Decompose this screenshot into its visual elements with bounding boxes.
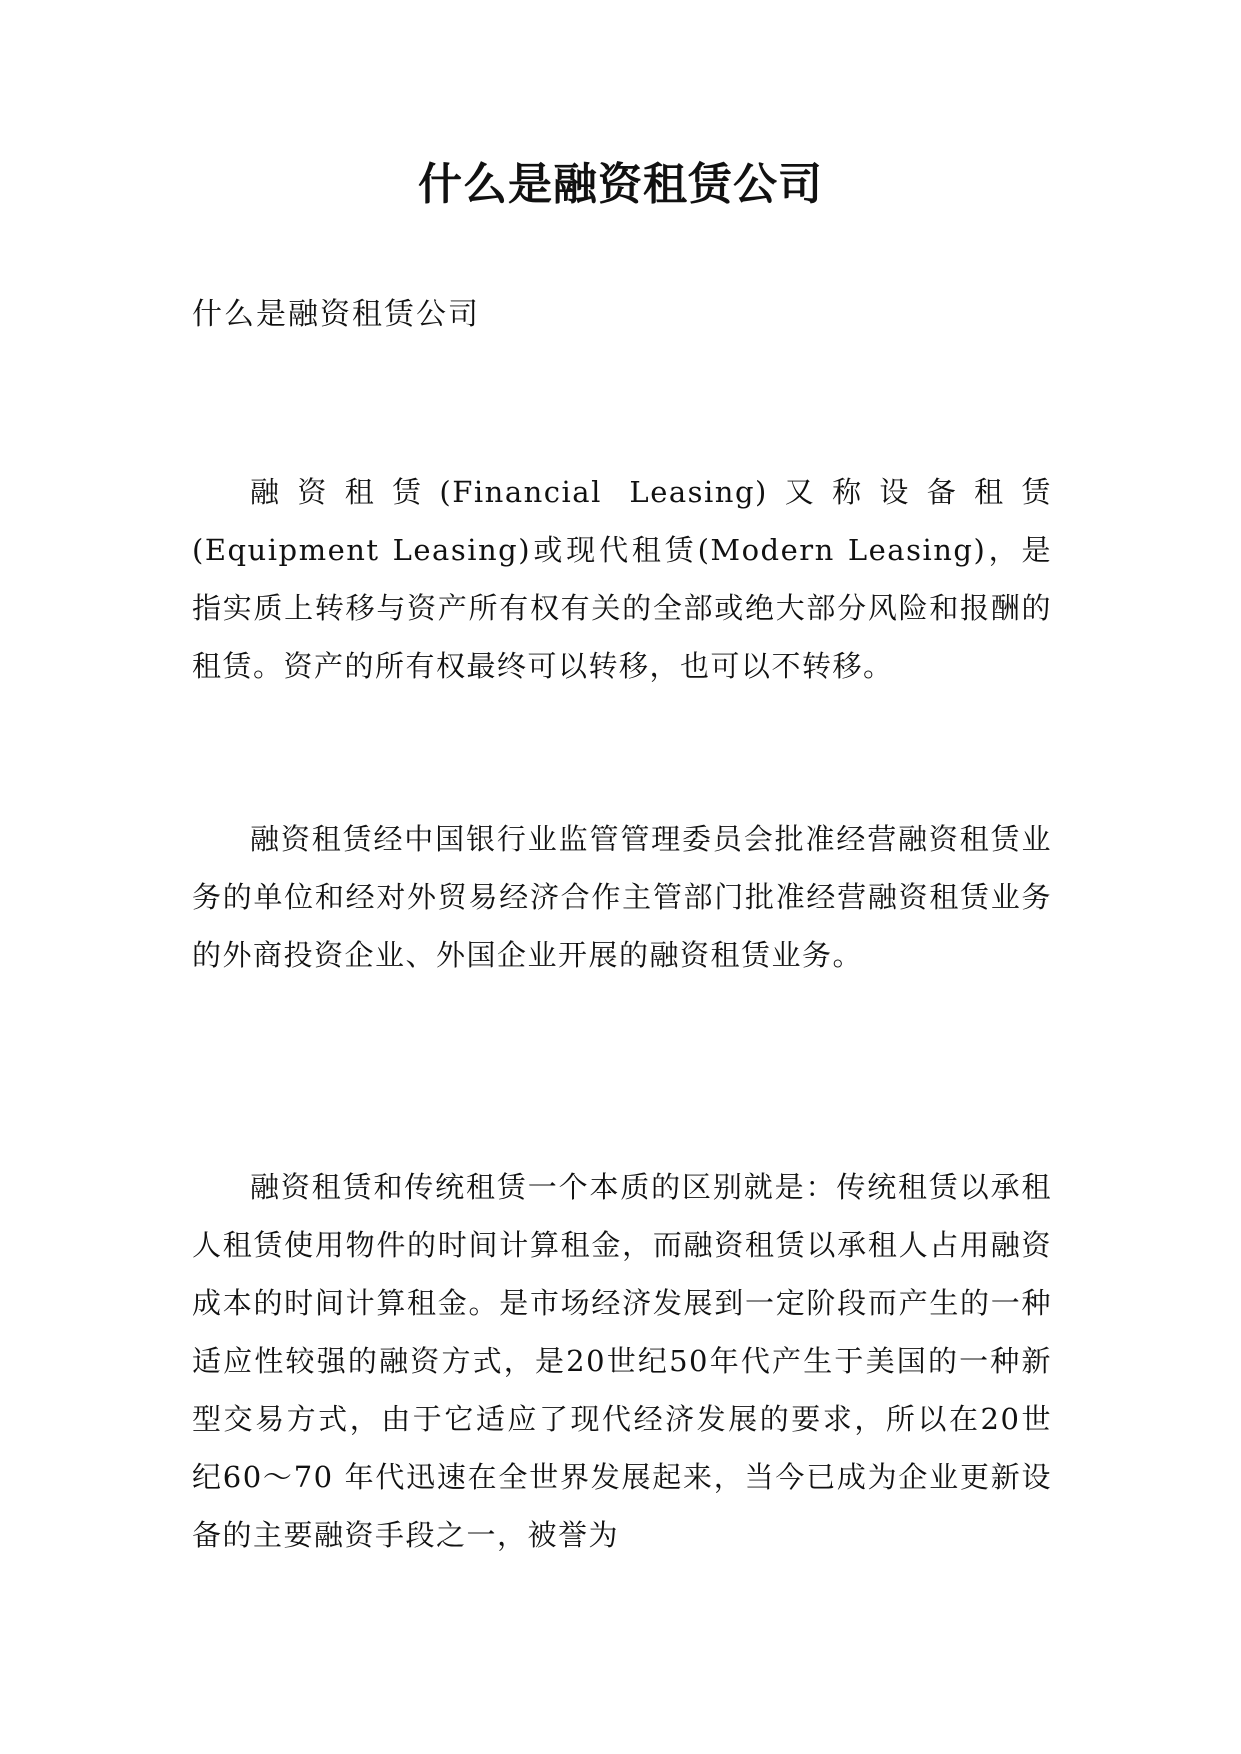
paragraph-definition: 融资租赁(Financial Leasing)又称设备租赁(Equipment Leasing)或现代租赁(Modern Leasing)，是指实质上转移与资产所有权有关的全部或绝大部分风险和报酬的租赁。资产的所有权最终可以转移，也可以不转移。 bbox=[192, 475, 1052, 683]
paragraph-approval: 融资租赁经中国银行业监管管理委员会批准经营融资租赁业务的单位和经对外贸易经济合作主管部门批准经营融资租赁业务的外商投资企业、外国企业开展的融资租赁业务。 bbox=[192, 822, 1052, 972]
document-title: 什么是融资租赁公司 bbox=[418, 159, 823, 210]
paragraph-difference: 融资租赁和传统租赁一个本质的区别就是：传统租赁以承租人租赁使用物件的时间计算租金，而融资租赁以承租人占用融资成本的时间计算租金。是市场经济发展到一定阶段而产生的一种适应性较强的融资方式，是20世纪50年代产生于美国的一种新型交易方式，由于它适应了现代经济发展的要求，所以在20世纪60～70 年代迅速在全世界发展起来，当今已成为企业更新设备的主要融资手段之一，被誉为 bbox=[192, 1170, 1052, 1552]
document-subtitle: 什么是融资租赁公司 bbox=[192, 297, 480, 332]
